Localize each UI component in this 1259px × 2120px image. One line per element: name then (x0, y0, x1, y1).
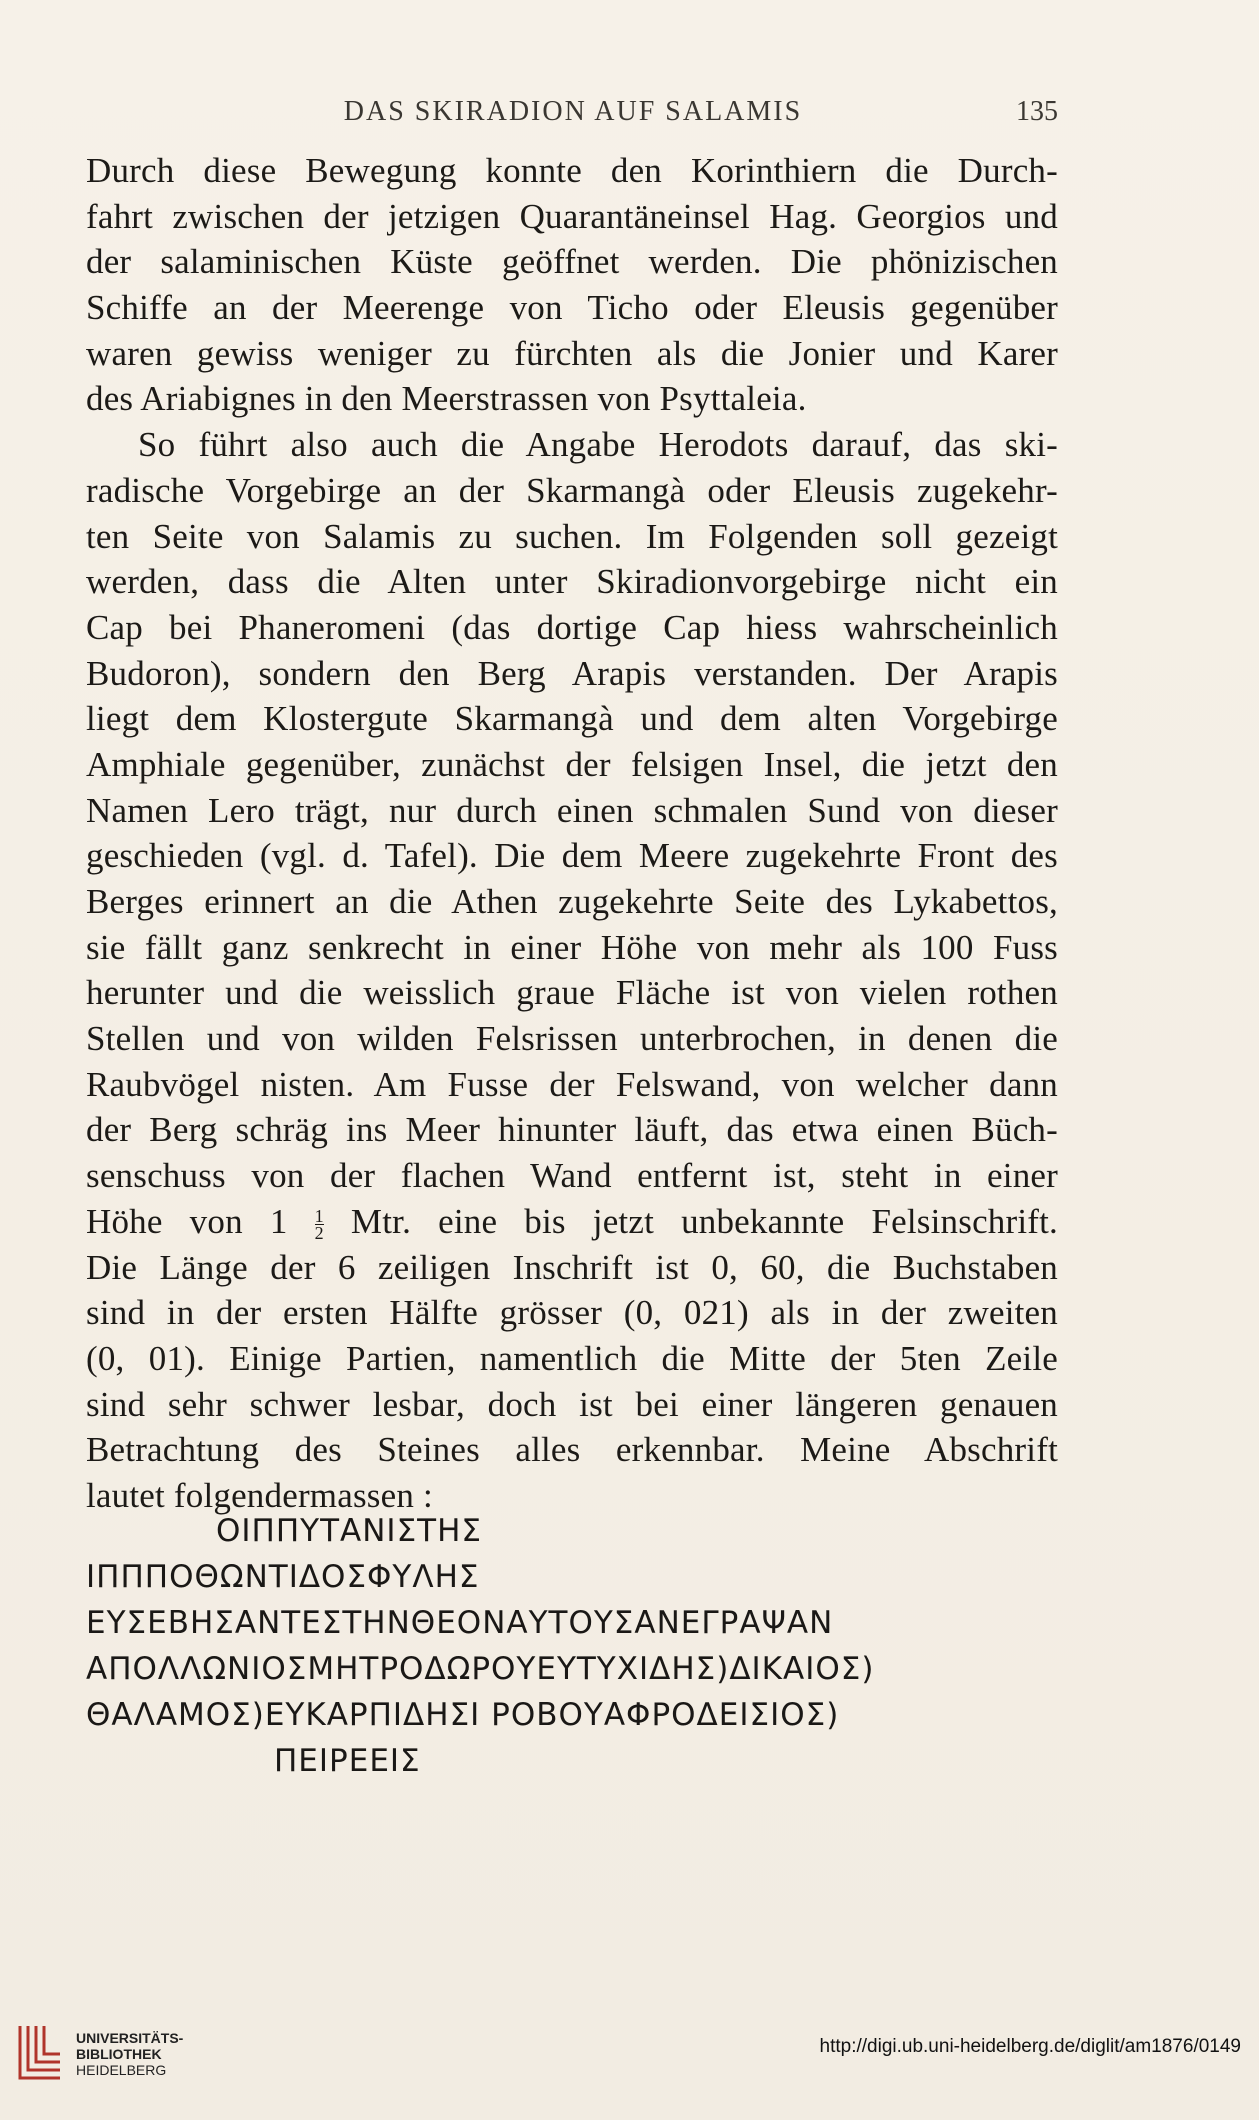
text-line: sie fällt ganz senkrecht in einer Höhe von mehr als 100 Fuss (86, 927, 1058, 967)
text-line: Amphiale gegenüber, zunächst der felsigen Insel, die jetzt den (86, 744, 1058, 784)
library-name-line: UNIVERSITÄTS- (76, 2030, 184, 2046)
inscription-line: ΠΕΙΡΕΕΙΣ (274, 1743, 421, 1779)
inscription-line: ΑΠΟΛΛΩΝΙΟΣΜΗΤΡΟΔΩΡΟΥΕΥΤΥΧΙΔΗΣ)ΔΙΚΑΙΟΣ) (86, 1651, 875, 1687)
text-line: Die Länge der 6 zeiligen Inschrift ist 0, 60, die Buchstaben (86, 1247, 1058, 1287)
inscription-line: ΕΥΣΕΒΗΣΑΝΤΕΣΤΗΝΘΕΟΝΑΥΤΟΥΣΑΝΕΓΡΑΨΑΝ (86, 1605, 834, 1641)
text-line: geschieden (vgl. d. Tafel). Die dem Meere zugekehrte Front des (86, 836, 1058, 876)
fraction-denominator: 2 (314, 1223, 324, 1244)
text-line: werden, dass die Alten unter Skiradionvorgebirge nicht ein (86, 562, 1058, 602)
text-line: Berges erinnert an die Athen zugekehrte Seite des Lykabettos, (86, 882, 1058, 921)
line-start: Höhe von 1 (86, 1201, 288, 1241)
text-line: radische Vorgebirge an der Skarmangà oder Eleusis zugekehr- (86, 470, 1058, 510)
line-end: Mtr. eine bis jetzt unbekannte Felsinschrift. (350, 1201, 1059, 1241)
text-line: Raubvögel nisten. Am Fusse der Felswand, von welcher dann (86, 1064, 1058, 1104)
text-line: ten Seite von Salamis zu suchen. Im Folgenden soll gezeigt (86, 516, 1058, 556)
text-line: lautet folgendermassen : (86, 1475, 433, 1515)
text-line: Stellen und von wilden Felsrissen unterbrochen, in denen die (86, 1019, 1058, 1059)
fraction-one-half (314, 1206, 324, 1244)
text-line-with-fraction (86, 1199, 1058, 1245)
page-number: 135 (1016, 96, 1058, 127)
text-line: sind sehr schwer lesbar, doch ist bei einer längeren genauen (86, 1384, 1058, 1424)
digitization-url-link[interactable]: http://digi.ub.uni-heidelberg.de/diglit/am1876/0149 (819, 2036, 1241, 2057)
text-line: Schiffe an der Meerenge von Ticho oder Eleusis gegenüber (86, 288, 1058, 328)
greek-inscription (86, 1508, 1058, 1784)
fraction-numerator: 1 (314, 1206, 324, 1227)
text-line: (0, 01). Einige Partien, namentlich die Mitte der 5ten Zeile (86, 1338, 1058, 1378)
inscription-line: ΘΑΛΑΜΟΣ)ΕΥΚΑΡΠΙΔΗΣΙ ΡΟΒΟΥΑΦΡΟΔΕΙΣΙΟΣ) (86, 1697, 840, 1733)
library-logo-icon (14, 2022, 66, 2082)
running-title: DAS SKIRADION AUF SALAMIS (343, 96, 803, 127)
inscription-line: ΟΙΠΠΥΤΑΝΙΣΤΗΣ (216, 1513, 482, 1549)
text-line: waren gewiss weniger zu fürchten als die Jonier und Karer (86, 333, 1058, 373)
text-line: Betrachtung des Steines alles erkennbar. Meine Abschrift (86, 1430, 1058, 1470)
library-name-line: BIBLIOTHEK (76, 2046, 162, 2062)
text-line: herunter und die weisslich graue Fläche ist von vielen rothen (86, 973, 1058, 1013)
text-line: senschuss von der flachen Wand entfernt ist, steht in einer (86, 1156, 1058, 1196)
text-line: der salaminischen Küste geöffnet werden. Die phönizischen (86, 242, 1058, 282)
text-line: Budoron), sondern den Berg Arapis verstanden. Der Arapis (86, 653, 1058, 693)
library-name (76, 2030, 183, 2078)
text-line: Cap bei Phaneromeni (das dortige Cap hiess wahrscheinlich (86, 607, 1058, 647)
library-name-line: HEIDELBERG (76, 2062, 167, 2078)
text-line: So führt also auch die Angabe Herodots darauf, das ski- (138, 425, 1058, 465)
text-line: fahrt zwischen der jetzigen Quarantäneinsel Hag. Georgios und (86, 196, 1058, 236)
text-line: liegt dem Klostergute Skarmangà und dem alten Vorgebirge (86, 699, 1058, 739)
digitization-footer (0, 2010, 1259, 2120)
inscription-line: ΙΠΠΠΟΘΩΝΤΙΔΟΣΦΥΛΗΣ (86, 1559, 480, 1595)
text-line: der Berg schräg ins Meer hinunter läuft, das etwa einen Büch- (86, 1110, 1058, 1150)
text-line: Namen Lero trägt, nur durch einen schmalen Sund von dieser (86, 790, 1058, 830)
text-line: Durch diese Bewegung konnte den Korinthiern die Durch- (86, 151, 1058, 190)
running-head (88, 96, 1058, 130)
text-line: sind in der ersten Hälfte grösser (0, 021) als in der zweiten (86, 1293, 1058, 1333)
body-text (86, 148, 1058, 1519)
text-line: des Ariabignes in den Meerstrassen von Psyttaleia. (86, 379, 807, 419)
